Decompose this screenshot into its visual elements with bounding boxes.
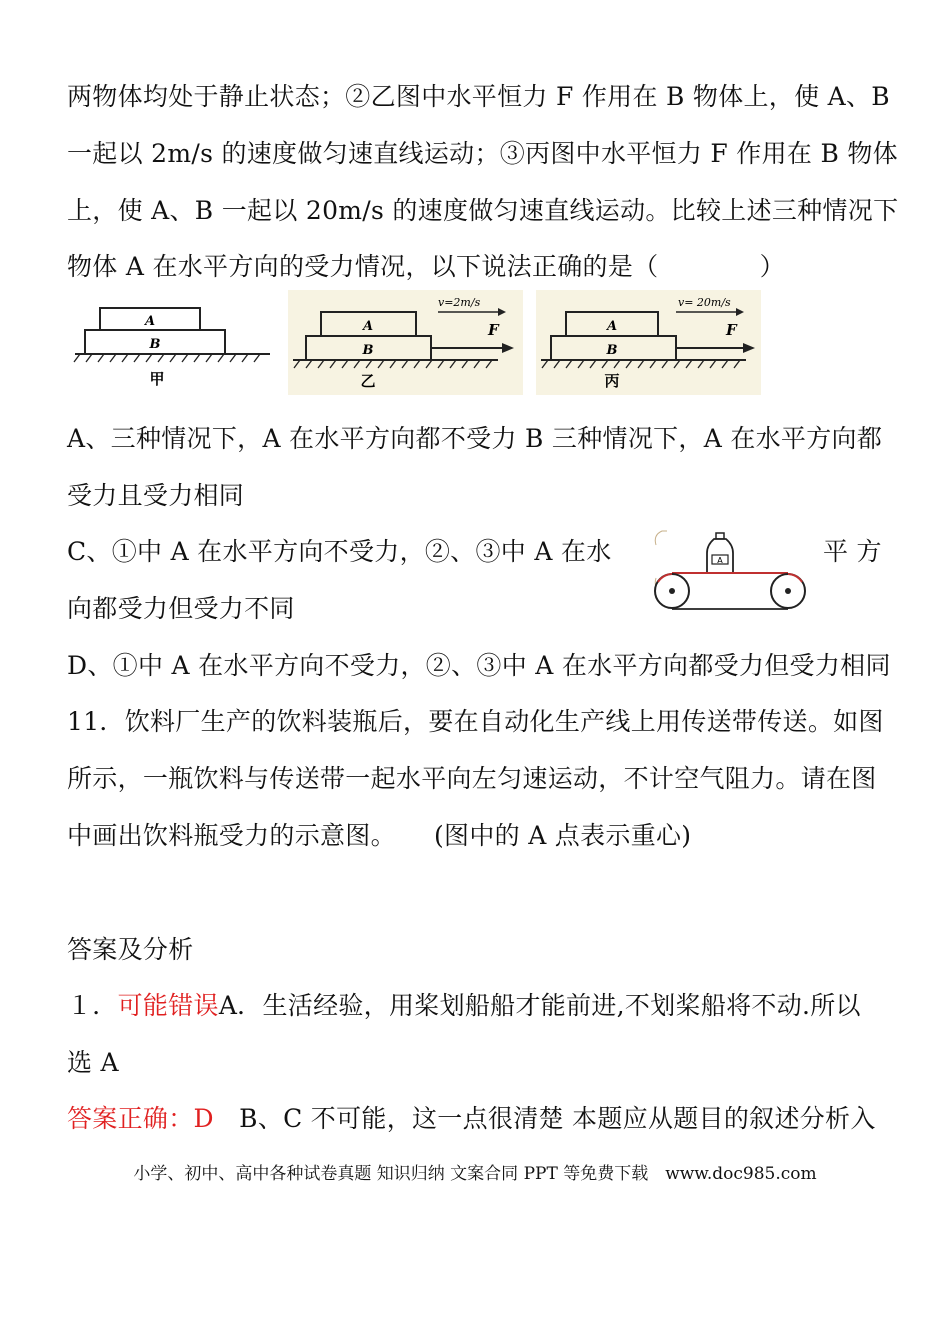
answer-1-explanation: A．生活经验，用桨划船船才能前进,不划桨船将不动.所以	[218, 991, 861, 1020]
answer-correct-explanation: B、C 不可能，这一点很清楚 本题应从题目的叙述分析入	[213, 1104, 876, 1133]
figure-yi-force: F	[488, 321, 499, 339]
question-text-line-1: 两物体均处于静止状态；②乙图中水平恒力 F 作用在 B 物体上，使 A、B	[67, 82, 890, 111]
figure-bing-velocity: v= 20m/s	[678, 296, 731, 309]
figure-bing-label-a: A	[606, 319, 618, 334]
answer-correct-label: 答案正确：D	[67, 1104, 214, 1133]
figure-jia	[70, 300, 275, 395]
option-a-line-2: 受力且受力相同	[67, 481, 245, 510]
option-c-line-1: C、①中 A 在水平方向不受力，②、③中 A 在水	[67, 537, 612, 566]
answer-1-possible-error: 可能错误	[117, 991, 219, 1020]
option-d-line: D、①中 A 在水平方向不受力，②、③中 A 在水平方向都受力但受力相同	[67, 651, 891, 680]
figure-yi-label-b: B	[362, 343, 374, 358]
figure-jia-label-a: A	[144, 314, 156, 329]
figure-bing-caption: 丙	[604, 372, 620, 390]
figure-bing-label-b: B	[606, 343, 618, 358]
option-c-line-2: 向都受力但受力不同	[67, 594, 295, 623]
figure-yi	[288, 290, 523, 395]
question-11-line-3: 中画出饮料瓶受力的示意图。 (图中的 A 点表示重心)	[67, 821, 692, 850]
option-a-line-1: A、三种情况下，A 在水平方向都不受力 B 三种情况下，A 在水平方向都	[67, 424, 883, 453]
question-11-line-1: 11．饮料厂生产的饮料装瓶后，要在自动化生产线上用传送带传送。如图	[67, 707, 884, 736]
question-text-line-2: 一起以 2m/s 的速度做匀速直线运动；③丙图中水平恒力 F 作用在 B 物体	[67, 139, 898, 168]
figure-yi-caption: 乙	[360, 372, 376, 390]
answers-heading: 答案及分析	[67, 935, 194, 964]
figure-jia-label-b: B	[149, 337, 161, 352]
question-text-line-4: 物体 A 在水平方向的受力情况，以下说法正确的是（ ）	[67, 252, 785, 281]
answer-correct-line	[67, 1103, 876, 1135]
figure-bing	[536, 290, 761, 395]
figure-yi-label-a: A	[362, 319, 374, 334]
footer-text: 小学、初中、高中各种试卷真题 知识归纳 文案合同 PPT 等免费下载 www.doc985.com	[133, 1164, 817, 1184]
figure-jia-caption: 甲	[149, 370, 165, 388]
conveyor-belt-figure	[652, 528, 807, 613]
option-c-line-1-end: 平 方	[823, 537, 882, 566]
answer-1-number: １．	[67, 991, 118, 1020]
bottle-label-a: A	[717, 556, 723, 565]
answer-1-line-2: 选 A	[67, 1048, 119, 1077]
answer-1-line-1	[67, 990, 861, 1022]
figure-bing-force: F	[726, 321, 737, 339]
question-11-line-2: 所示，一瓶饮料与传送带一起水平向左匀速运动，不计空气阻力。请在图	[67, 764, 877, 793]
figure-yi-velocity: v=2m/s	[438, 296, 481, 309]
question-text-line-3: 上，使 A、B 一起以 20m/s 的速度做匀速直线运动。比较上述三种情况下	[67, 196, 899, 225]
